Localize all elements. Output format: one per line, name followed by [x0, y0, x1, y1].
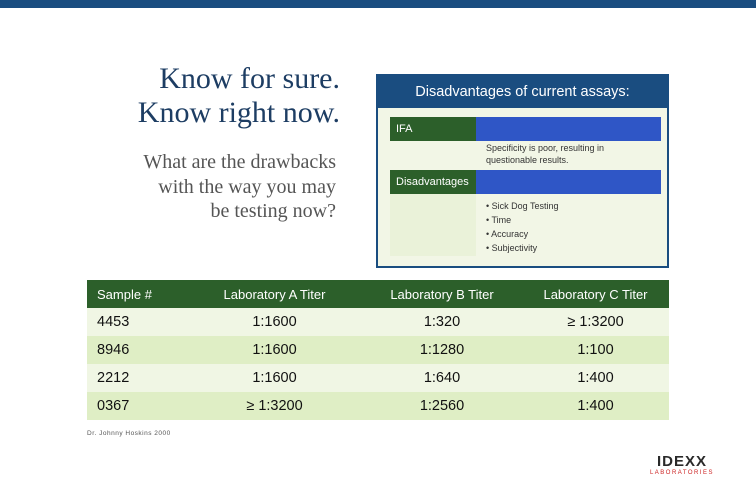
cell-lab-c: 1:100 [577, 342, 614, 358]
ifa-description [486, 143, 656, 166]
subhead-line-1: What are the drawbacks [143, 151, 336, 173]
disadvantages-box [390, 194, 476, 256]
cell-lab-b: 1:2560 [419, 398, 465, 414]
cell-lab-b: 1:1280 [419, 342, 465, 358]
disadvantages-list [486, 199, 656, 255]
titer-table [87, 280, 669, 420]
logo-main-text: IDEXX [656, 453, 707, 470]
headline-line-1: Know for sure. [159, 62, 340, 95]
logo-sub-text: LABORATORIES [649, 470, 715, 476]
cell-lab-c: 1:400 [577, 398, 614, 414]
panel-title: Disadvantages of current assays: [378, 76, 667, 108]
cell-lab-a: 1:1600 [252, 314, 297, 330]
table-row [87, 336, 669, 364]
ifa-label: IFA [390, 117, 476, 141]
headline [60, 62, 340, 130]
cell-lab-b: 1:640 [423, 370, 461, 386]
top-bar [0, 0, 756, 8]
list-item: • Time [486, 215, 512, 225]
cell-sample: 4453 [97, 314, 130, 330]
cell-lab-a: ≥ 1:3200 [246, 398, 303, 414]
cell-sample: 0367 [97, 398, 130, 414]
idexx-logo [648, 455, 716, 477]
subhead-line-2: with the way you may [158, 175, 336, 198]
header-lab-a: Laboratory A Titer [223, 286, 326, 302]
list-item: • Sick Dog Testing [486, 201, 559, 211]
cell-sample: 8946 [97, 342, 130, 358]
ifa-description-line-2: questionable results. [486, 154, 569, 165]
subhead [60, 150, 336, 224]
cell-lab-a: 1:1600 [252, 342, 297, 358]
list-item: • Accuracy [486, 229, 529, 239]
list-item: • Subjectivity [486, 243, 538, 253]
table-row [87, 308, 669, 336]
cell-lab-c: ≥ 1:3200 [567, 314, 624, 330]
cell-lab-c: 1:400 [577, 370, 614, 386]
headline-line-2: Know right now. [137, 96, 340, 129]
cell-lab-a: 1:1600 [252, 370, 297, 386]
source-credit: Dr. Johnny Hoskins 2000 [87, 430, 171, 437]
cell-sample: 2212 [97, 370, 130, 386]
table-row [87, 392, 669, 420]
ifa-description-line-1: Specificity is poor, resulting in [486, 143, 605, 153]
disadvantages-label: Disadvantages [390, 170, 476, 194]
header-sample: Sample # [97, 286, 152, 302]
disadvantages-bar [476, 170, 661, 194]
table-row [87, 364, 669, 392]
header-lab-b: Laboratory B Titer [390, 286, 494, 302]
subhead-line-3: be testing now? [210, 200, 336, 222]
disadvantages-panel [376, 74, 669, 268]
ifa-bar [476, 117, 661, 141]
table-header [87, 280, 669, 308]
cell-lab-b: 1:320 [423, 314, 461, 330]
header-lab-c: Laboratory C Titer [543, 286, 648, 302]
